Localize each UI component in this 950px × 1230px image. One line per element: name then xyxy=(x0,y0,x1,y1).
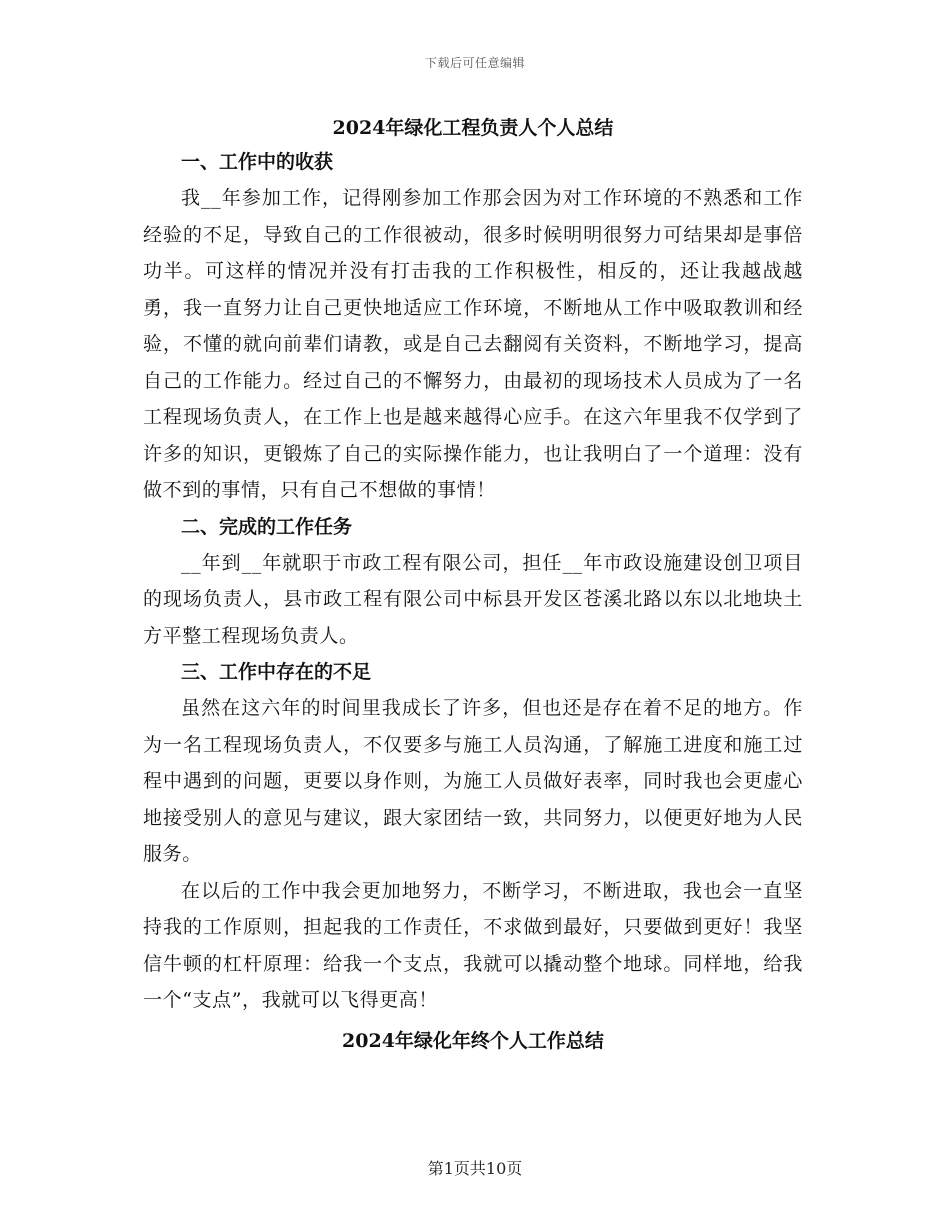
section-heading: 二、完成的工作任务 xyxy=(181,515,353,538)
document-title: 2024年绿化工程负责人个人总结 xyxy=(332,117,614,139)
section-heading: 一、工作中的收获 xyxy=(181,151,334,173)
section-1 xyxy=(143,144,803,509)
next-document-title: 2024年绿化年终个人工作总结 xyxy=(342,1029,604,1052)
paragraph: 我__年参加工作，记得刚参加工作那会因为对工作环境的不熟悉和工作经验的不足，导致自己的工作很被动，很多时候明明很努力可结果却是事倍功半。可这样的情况并没有打击我的工作积极性，相反的，还让我越战越勇，我一直努力让自己更快地适应工作环境，不断地从工作中吸取教训和经验，不懂的就向前辈们请教，或是自己去翻阅有关资料，不断地学习，提高自己的工作能力。经过自己的不懈努力，由最初的现场技术人员成为了一名工程现场负责人，在工作上也是越来越得心应手。在这六年里我不仅学到了许多的知识，更锻炼了自己的实际操作能力，也让我明白了一个道理：没有做不到的事情，只有自己不想做的事情！ xyxy=(143,187,803,501)
section-3 xyxy=(143,654,803,1019)
page-footer: 第1页共10页 xyxy=(427,1159,523,1178)
header-note: 下载后可任意编辑 xyxy=(424,56,525,70)
paragraph: __年到__年就职于市政工程有限公司，担任__年市政设施建设创卫项目的现场负责人，县市政工程有限公司中标县开发区苍溪北路以东以北地块土方平整工程现场负责人。 xyxy=(143,551,803,647)
document-body xyxy=(143,112,803,1059)
section-2 xyxy=(143,509,803,655)
section-heading: 三、工作中存在的不足 xyxy=(181,661,372,683)
paragraph: 虽然在这六年的时间里我成长了许多，但也还是存在着不足的地方。作为一名工程现场负责人，不仅要多与施工人员沟通，了解施工进度和施工过程中遇到的问题，更要以身作则，为施工人员做好表率，同时我也会更虚心地接受别人的意见与建议，跟大家团结一致，共同努力，以便更好地为人民服务。 xyxy=(143,697,803,865)
paragraph: 在以后的工作中我会更加地努力，不断学习，不断进取，我也会一直坚持我的工作原则，担起我的工作责任，不求做到最好，只要做到更好！我坚信牛顿的杠杆原理：给我一个支点，我就可以撬动整个地球。同样地，给我一个“支点”，我就可以飞得更高！ xyxy=(143,879,803,1011)
